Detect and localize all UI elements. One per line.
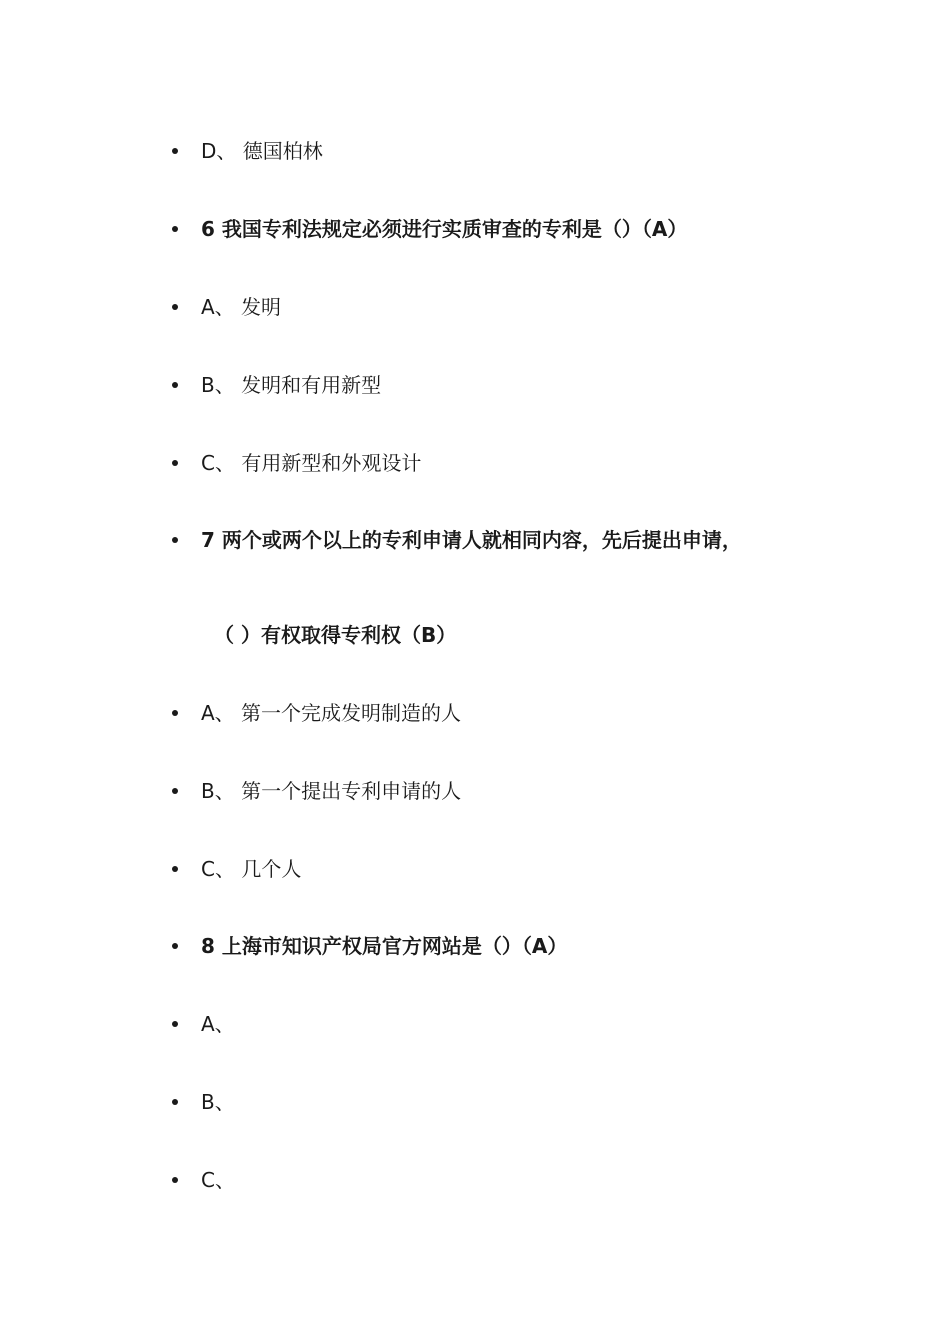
option-text: B、 发明和有用新型 xyxy=(201,373,382,397)
bullet-icon xyxy=(172,866,178,872)
list-item xyxy=(0,131,950,171)
question-text-continued: （ ）有权取得专利权（B） xyxy=(214,623,457,647)
list-item xyxy=(0,849,950,889)
bullet-icon xyxy=(172,382,178,388)
bullet-icon xyxy=(172,943,178,949)
question-text: 7 两个或两个以上的专利申请人就相同内容，先后提出申请， xyxy=(201,528,742,552)
option-text: C、 有用新型和外观设计 xyxy=(201,451,422,475)
option-text: B、 xyxy=(201,1090,235,1114)
option-text: D、 德国柏林 xyxy=(201,139,323,163)
list-item xyxy=(0,693,950,733)
bullet-icon xyxy=(172,226,178,232)
bullet-icon xyxy=(172,788,178,794)
option-text: A、 xyxy=(201,1012,235,1036)
list-item xyxy=(0,365,950,405)
list-item xyxy=(0,1004,950,1044)
list-item xyxy=(0,1082,950,1122)
question-item xyxy=(0,520,950,560)
option-text: B、 第一个提出专利申请的人 xyxy=(201,779,462,803)
question-continuation xyxy=(0,615,950,655)
question-text: 6 我国专利法规定必须进行实质审查的专利是（）（A） xyxy=(201,217,688,241)
list-item xyxy=(0,1160,950,1200)
bullet-icon xyxy=(172,1021,178,1027)
list-item xyxy=(0,771,950,811)
bullet-icon xyxy=(172,148,178,154)
bullet-icon xyxy=(172,710,178,716)
question-item xyxy=(0,926,950,966)
option-text: C、 xyxy=(201,1168,235,1192)
bullet-icon xyxy=(172,537,178,543)
bullet-icon xyxy=(172,1177,178,1183)
question-item xyxy=(0,209,950,249)
question-text: 8 上海市知识产权局官方网站是（）（A） xyxy=(201,934,568,958)
list-item xyxy=(0,443,950,483)
list-item xyxy=(0,287,950,327)
bullet-icon xyxy=(172,460,178,466)
option-text: A、 第一个完成发明制造的人 xyxy=(201,701,462,725)
bullet-icon xyxy=(172,304,178,310)
option-text: C、 几个人 xyxy=(201,857,302,881)
option-text: A、 发明 xyxy=(201,295,282,319)
bullet-icon xyxy=(172,1099,178,1105)
